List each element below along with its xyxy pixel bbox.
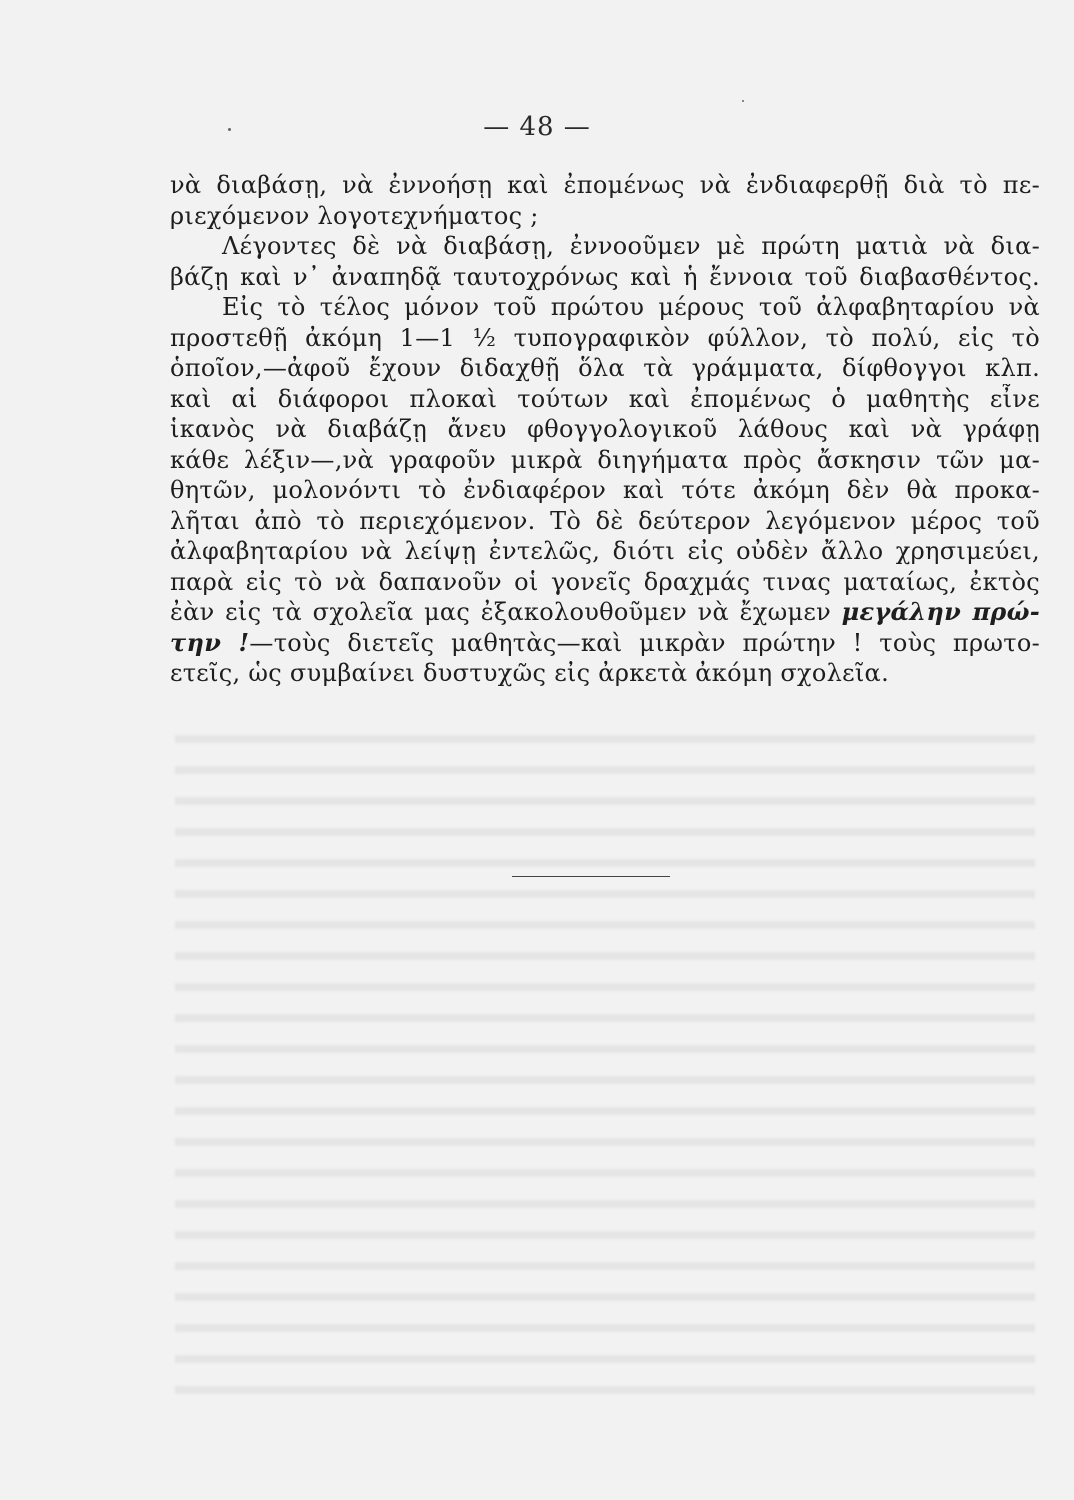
text-line: προστεθῇ ἀκόμη 1—1 ½ τυπογραφικὸν φύλλον, τὸ πολύ, εἰς τὸ <box>170 323 1040 352</box>
text-line: παρὰ εἰς τὸ νὰ δαπανοῦν οἱ γονεῖς δραχμάς τινας ματαίως, ἐκτὸς <box>170 567 1040 596</box>
text-line: Εἰς τὸ τέλος μόνον τοῦ πρώτου μέρους τοῦ ἀλφαβηταρίου νὰ <box>222 293 1040 321</box>
text-line: Λέγοντες δὲ νὰ διαβάσῃ, ἐννοοῦμεν μὲ πρώτη ματιὰ νὰ δια- <box>222 232 1040 260</box>
text-line <box>170 597 1040 628</box>
text-line: βάζῃ καὶ ν᾽ ἀναπηδᾷ ταυτοχρόνως καὶ ἡ ἔννοια τοῦ διαβασθέντος. <box>170 262 1040 291</box>
text-line: καὶ αἱ διάφοροι πλοκαὶ τούτων καὶ ἐπομένως ὁ μαθητὴς εἶνε <box>170 384 1040 413</box>
page-number: — 48 — <box>483 112 591 142</box>
text-line: ετεῖς, ὡς συμβαίνει δυστυχῶς εἰς ἀρκετὰ ἀκόμη σχολεῖα. <box>170 659 889 687</box>
text-line: ὁποῖον,—ἀφοῦ ἔχουν διδαχθῇ ὅλα τὰ γράμματα, δίφθογγοι κλπ. <box>170 354 1040 382</box>
text-line: λῆται ἀπὸ τὸ περιεχόμενον. Τὸ δὲ δεύτερον λεγόμενον μέρος τοῦ <box>170 506 1040 535</box>
emphasized-phrase: την ! <box>170 627 250 657</box>
text-line: θητῶν, μολονόντι τὸ ἐνδιαφέρον καὶ τότε ἀκόμη δὲν θὰ προκα- <box>170 476 1040 504</box>
text-line <box>170 628 1040 659</box>
text-line: κάθε λέξιν—,νὰ γραφοῦν μικρὰ διηγήματα πρὸς ἄσκησιν τῶν μα- <box>170 445 1040 474</box>
emphasized-phrase: μεγάλην πρώ- <box>841 597 1040 626</box>
text-segment: ἐὰν εἰς τὰ σχολεῖα μας ἐξακολουθοῦμεν νὰ ἔχωμεν <box>170 598 842 626</box>
text-line: ἱκανὸς νὰ διαβάζῃ ἄνευ φθογγολογικοῦ λάθους καὶ νὰ γράφῃ <box>170 415 1040 443</box>
text-line: ριεχόμενον λογοτεχνήματος ; <box>170 201 539 230</box>
text-segment: —τοὺς διετεῖς μαθητὰς—καὶ μικρὰν πρώτην ! τοὺς πρωτο- <box>249 628 1040 657</box>
section-divider <box>512 876 670 877</box>
bleed-through-texture <box>175 720 1035 1400</box>
dust-speck <box>742 100 744 102</box>
body-text <box>170 170 1040 689</box>
text-line: ἀλφαβηταρίου νὰ λείψῃ ἐντελῶς, διότι εἰς οὐδὲν ἄλλο χρησιμεύει, <box>170 537 1040 565</box>
text-line: νὰ διαβάσῃ, νὰ ἐννοήσῃ καὶ ἐπομένως νὰ ἐνδιαφερθῇ διὰ τὸ πε- <box>170 171 1040 199</box>
